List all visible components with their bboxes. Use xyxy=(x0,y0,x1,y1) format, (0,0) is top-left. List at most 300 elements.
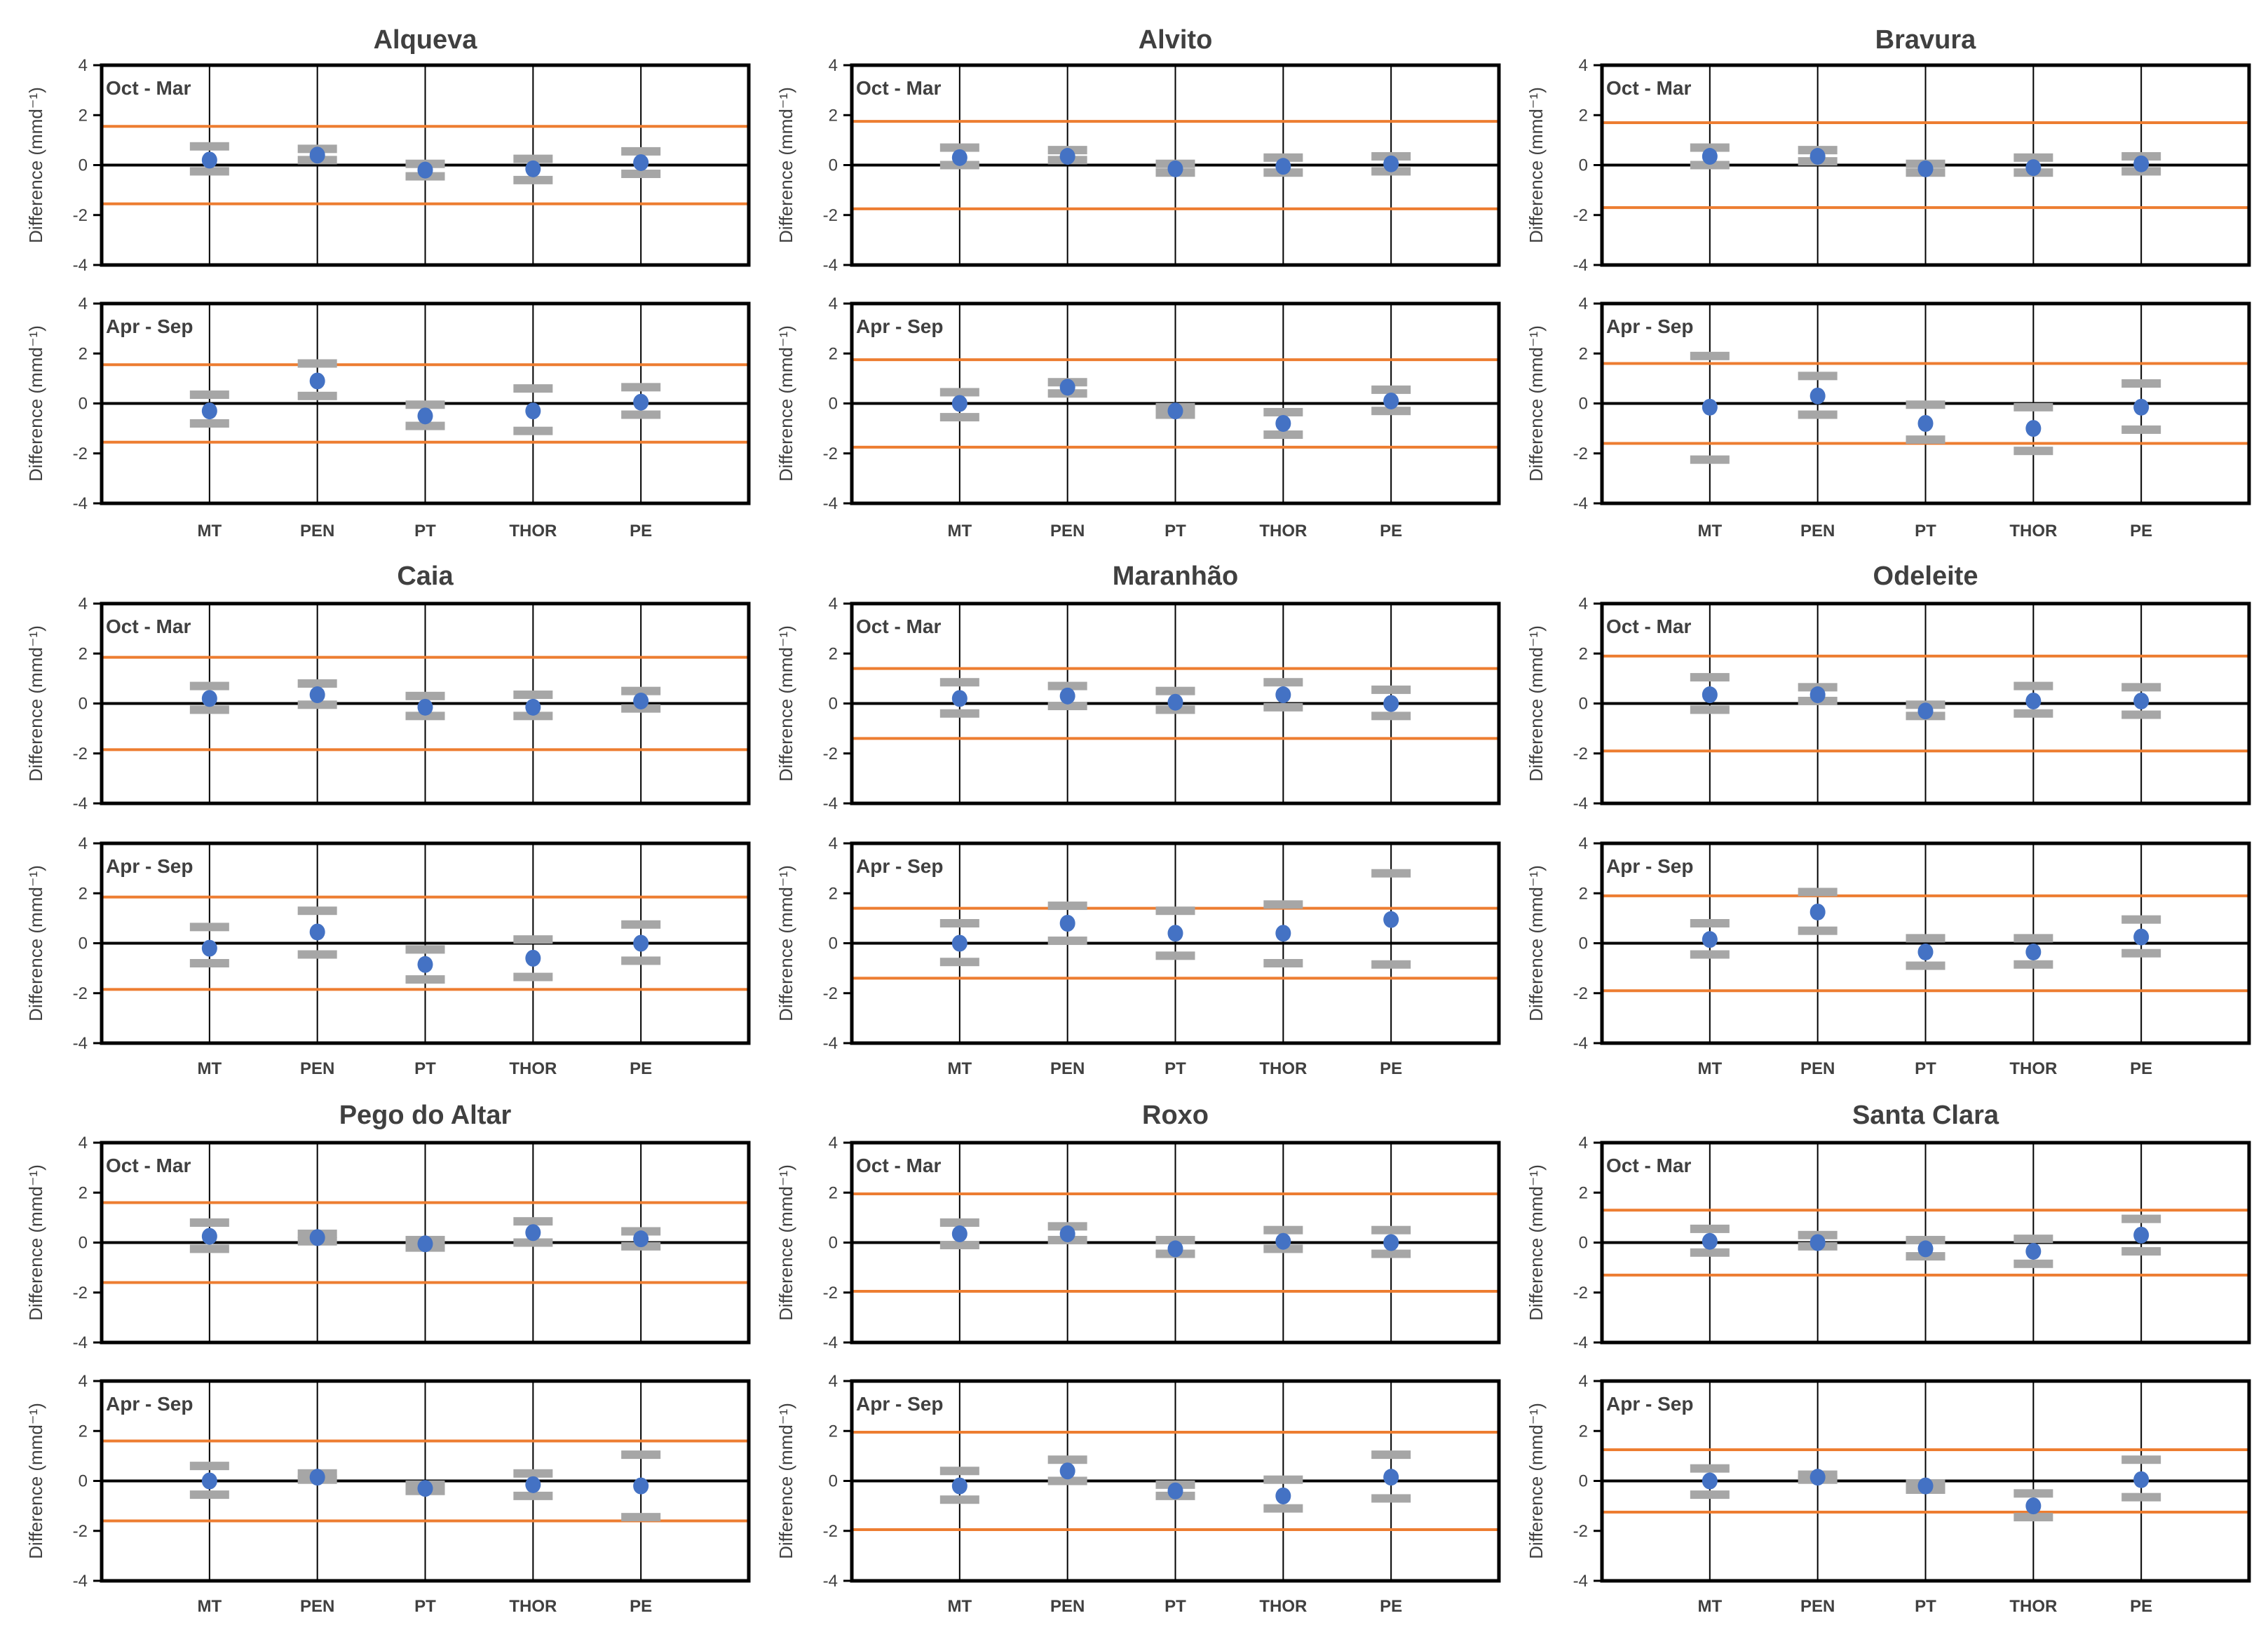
mean-point-mt xyxy=(202,1473,217,1490)
error-bar-lower-cap-pen xyxy=(298,392,337,400)
mean-point-pt xyxy=(1168,1240,1183,1257)
y-tick-label: -4 xyxy=(72,1034,88,1053)
station-chart-santa-clara xyxy=(1526,1101,2249,1616)
error-bar-upper-cap-thor xyxy=(2014,1489,2053,1497)
error-bar-lower-cap-thor xyxy=(1263,703,1303,712)
y-axis-label: Difference (mmd⁻¹) xyxy=(1526,325,1547,482)
mean-point-pe xyxy=(2133,1227,2149,1244)
y-tick-label: -2 xyxy=(1573,205,1588,225)
error-bar-lower-cap-pe xyxy=(2121,1493,2161,1502)
mean-point-thor xyxy=(525,1224,541,1241)
y-tick-label: 4 xyxy=(1578,594,1588,613)
y-tick-label: -2 xyxy=(72,1283,88,1303)
mean-point-thor xyxy=(1275,415,1291,432)
x-category-label: PT xyxy=(1164,1059,1186,1078)
y-tick-label: -2 xyxy=(72,744,88,763)
y-tick-label: 2 xyxy=(78,106,88,125)
x-category-label: PEN xyxy=(299,522,335,540)
y-tick-label: 0 xyxy=(1578,156,1588,175)
error-bar-upper-cap-pe xyxy=(1371,869,1411,878)
y-tick-label: -2 xyxy=(1573,984,1588,1003)
mean-point-pen xyxy=(1810,148,1826,165)
error-bar-lower-cap-mt xyxy=(940,1495,979,1504)
error-bar-lower-cap-pt xyxy=(406,975,445,984)
mean-point-pen xyxy=(1060,688,1075,705)
y-axis-label: Difference (mmd⁻¹) xyxy=(1526,625,1547,782)
x-category-label: PE xyxy=(2130,522,2153,540)
y-tick-label: 4 xyxy=(1578,56,1588,75)
mean-point-pt xyxy=(418,162,433,179)
season-label: Oct - Mar xyxy=(856,77,942,99)
mean-point-mt xyxy=(952,690,967,707)
season-label: Apr - Sep xyxy=(856,315,944,337)
y-tick-label: 4 xyxy=(1578,294,1588,313)
error-bar-upper-cap-mt xyxy=(190,1462,229,1470)
y-axis-label: Difference (mmd⁻¹) xyxy=(1526,1164,1547,1321)
error-bar-upper-cap-pe xyxy=(2121,916,2161,924)
x-category-label: PE xyxy=(2130,1597,2153,1616)
station-chart-odeleite xyxy=(1526,562,2249,1078)
error-bar-lower-cap-pe xyxy=(2121,949,2161,958)
mean-point-pt xyxy=(418,956,433,973)
y-tick-label: -4 xyxy=(1573,256,1588,275)
x-category-label: PT xyxy=(1915,1059,1936,1078)
y-tick-label: 2 xyxy=(78,884,88,904)
y-tick-label: -2 xyxy=(822,984,838,1003)
season-label: Apr - Sep xyxy=(1606,855,1694,877)
error-bar-upper-cap-mt xyxy=(190,390,229,399)
mean-point-pen xyxy=(310,686,325,703)
error-bar-upper-cap-thor xyxy=(513,935,552,944)
y-tick-label: 0 xyxy=(1578,1471,1588,1491)
season-label: Oct - Mar xyxy=(106,77,191,99)
y-axis-label: Difference (mmd⁻¹) xyxy=(1526,865,1547,1021)
mean-point-thor xyxy=(2025,420,2041,437)
y-tick-label: -2 xyxy=(72,205,88,225)
error-bar-lower-cap-thor xyxy=(513,427,552,435)
error-bar-upper-cap-mt xyxy=(190,682,229,691)
y-tick-label: -2 xyxy=(822,205,838,225)
mean-point-mt xyxy=(202,690,217,707)
mean-point-pt xyxy=(418,407,433,424)
error-bar-upper-cap-thor xyxy=(1263,678,1303,686)
y-tick-label: 2 xyxy=(1578,1183,1588,1203)
error-bar-upper-cap-pe xyxy=(621,920,660,929)
y-tick-label: 4 xyxy=(828,594,838,613)
error-bar-upper-cap-thor xyxy=(2014,1235,2053,1243)
y-tick-label: 4 xyxy=(1578,834,1588,853)
error-bar-upper-cap-mt xyxy=(1690,352,1730,360)
error-bar-upper-cap-pt xyxy=(1906,934,1946,942)
error-bar-upper-cap-pe xyxy=(2121,683,2161,691)
mean-point-pt xyxy=(1168,161,1183,177)
mean-point-pe xyxy=(2133,156,2149,172)
mean-point-pe xyxy=(1383,911,1399,928)
mean-point-pe xyxy=(2133,929,2149,946)
y-tick-label: 4 xyxy=(828,56,838,75)
station-title: Maranhão xyxy=(1112,562,1239,591)
y-tick-label: 2 xyxy=(1578,1422,1588,1441)
x-category-label: PEN xyxy=(1800,1597,1835,1616)
error-bar-upper-cap-pt xyxy=(406,945,445,953)
mean-point-pt xyxy=(1918,702,1934,719)
y-tick-label: -4 xyxy=(72,494,88,513)
mean-point-pen xyxy=(310,147,325,163)
season-label: Apr - Sep xyxy=(106,855,193,877)
y-tick-label: 2 xyxy=(828,106,838,125)
x-category-label: THOR xyxy=(2009,1059,2058,1078)
season-label: Apr - Sep xyxy=(106,315,193,337)
x-category-label: PT xyxy=(414,1597,436,1616)
error-bar-upper-cap-mt xyxy=(940,1467,979,1475)
y-tick-label: 2 xyxy=(828,884,838,904)
y-tick-label: -4 xyxy=(822,494,838,513)
y-axis-label: Difference (mmd⁻¹) xyxy=(775,865,796,1021)
x-category-label: PEN xyxy=(1050,522,1085,540)
error-bar-lower-cap-pe xyxy=(621,411,660,419)
error-bar-lower-cap-mt xyxy=(190,1244,229,1253)
mean-point-mt xyxy=(952,1478,967,1495)
mean-point-pt xyxy=(1168,925,1183,941)
y-tick-label: -2 xyxy=(72,444,88,463)
y-tick-label: -2 xyxy=(1573,744,1588,763)
x-category-label: THOR xyxy=(2009,522,2058,540)
mean-point-thor xyxy=(1275,686,1291,703)
mean-point-pen xyxy=(1060,1462,1075,1479)
error-bar-upper-cap-thor xyxy=(2014,682,2053,691)
mean-point-pt xyxy=(418,1480,433,1497)
y-tick-label: -2 xyxy=(822,444,838,463)
error-bar-lower-cap-pt xyxy=(1156,951,1195,960)
x-category-label: PE xyxy=(630,522,653,540)
x-category-label: PEN xyxy=(1800,522,1835,540)
x-category-label: MT xyxy=(947,1059,972,1078)
error-bar-lower-cap-pe xyxy=(2121,711,2161,719)
error-bar-upper-cap-mt xyxy=(1690,1464,1730,1473)
season-label: Oct - Mar xyxy=(106,1155,191,1176)
panel-apr-sep xyxy=(775,1372,1499,1591)
panel-oct-mar xyxy=(775,594,1499,813)
y-tick-label: 2 xyxy=(78,1422,88,1441)
x-category-label: MT xyxy=(1697,522,1723,540)
error-bar-upper-cap-mt xyxy=(940,678,979,686)
error-bar-lower-cap-mt xyxy=(190,959,229,967)
error-bar-lower-cap-thor xyxy=(2014,709,2053,718)
x-category-label: PEN xyxy=(299,1597,335,1616)
error-bar-upper-cap-pen xyxy=(1798,888,1838,896)
season-label: Oct - Mar xyxy=(1606,77,1692,99)
y-tick-label: 2 xyxy=(1578,106,1588,125)
error-bar-lower-cap-pen xyxy=(1798,411,1838,419)
mean-point-pen xyxy=(310,923,325,940)
y-tick-label: 2 xyxy=(78,344,88,364)
y-tick-label: 0 xyxy=(78,1233,88,1253)
y-tick-label: 4 xyxy=(828,1134,838,1152)
panel-oct-mar xyxy=(25,594,749,813)
season-label: Apr - Sep xyxy=(856,1393,944,1415)
mean-point-mt xyxy=(1702,148,1718,165)
mean-point-pen xyxy=(310,1469,325,1485)
y-tick-label: -2 xyxy=(822,1521,838,1541)
station-chart-bravura xyxy=(1526,25,2249,540)
mean-point-thor xyxy=(1275,158,1291,175)
season-label: Apr - Sep xyxy=(106,1393,193,1415)
panel-apr-sep xyxy=(25,834,749,1053)
error-bar-upper-cap-mt xyxy=(190,923,229,931)
y-tick-label: 4 xyxy=(78,834,88,853)
y-tick-label: -4 xyxy=(822,794,838,813)
y-tick-label: -2 xyxy=(822,744,838,763)
mean-point-pt xyxy=(1918,161,1934,177)
error-bar-lower-cap-thor xyxy=(1263,959,1303,967)
y-tick-label: -2 xyxy=(822,1283,838,1303)
x-category-label: PE xyxy=(1380,1597,1403,1616)
x-category-label: PE xyxy=(1380,522,1403,540)
y-tick-label: 4 xyxy=(78,1372,88,1391)
y-axis-label: Difference (mmd⁻¹) xyxy=(25,865,46,1021)
x-category-label: PT xyxy=(414,1059,436,1078)
mean-point-pen xyxy=(1060,148,1075,165)
y-tick-label: 4 xyxy=(1578,1372,1588,1391)
panel-apr-sep xyxy=(25,294,749,513)
mean-point-mt xyxy=(202,1228,217,1245)
error-bar-upper-cap-thor xyxy=(2014,934,2053,942)
x-category-label: PT xyxy=(414,522,436,540)
station-chart-roxo xyxy=(775,1101,1499,1616)
error-bar-upper-cap-thor xyxy=(2014,403,2053,412)
error-bar-upper-cap-pt xyxy=(1906,400,1946,409)
y-tick-label: 0 xyxy=(828,934,838,953)
y-tick-label: 0 xyxy=(1578,934,1588,953)
mean-point-pt xyxy=(1168,694,1183,711)
y-tick-label: 0 xyxy=(828,394,838,414)
mean-point-mt xyxy=(1702,686,1718,703)
panel-apr-sep xyxy=(775,294,1499,513)
season-label: Apr - Sep xyxy=(1606,315,1694,337)
error-bar-lower-cap-mt xyxy=(940,958,979,966)
season-label: Oct - Mar xyxy=(106,616,191,637)
x-category-label: PT xyxy=(1915,522,1936,540)
mean-point-mt xyxy=(952,1225,967,1242)
mean-point-thor xyxy=(525,161,541,177)
season-label: Oct - Mar xyxy=(1606,1155,1692,1176)
y-tick-label: -4 xyxy=(72,256,88,275)
error-bar-upper-cap-pen xyxy=(1798,372,1838,380)
x-category-label: PE xyxy=(630,1059,653,1078)
x-category-label: MT xyxy=(197,522,222,540)
mean-point-mt xyxy=(202,940,217,957)
y-axis-label: Difference (mmd⁻¹) xyxy=(775,1164,796,1321)
x-category-label: PT xyxy=(1164,522,1186,540)
y-tick-label: 0 xyxy=(1578,1233,1588,1253)
error-bar-upper-cap-pen xyxy=(1048,902,1087,910)
panel-oct-mar xyxy=(1526,1134,2249,1352)
y-tick-label: 4 xyxy=(78,56,88,75)
error-bar-upper-cap-pen xyxy=(298,360,337,368)
mean-point-pt xyxy=(418,1235,433,1252)
mean-point-pen xyxy=(1810,904,1826,920)
y-axis-label: Difference (mmd⁻¹) xyxy=(775,625,796,782)
panel-oct-mar xyxy=(1526,594,2249,813)
error-bar-lower-cap-mt xyxy=(1690,1490,1730,1499)
mean-point-pt xyxy=(1918,1478,1934,1495)
mean-point-mt xyxy=(1702,1473,1718,1490)
mean-point-mt xyxy=(1702,1233,1718,1250)
y-tick-label: 4 xyxy=(78,1134,88,1152)
mean-point-pe xyxy=(633,154,649,171)
y-tick-label: 4 xyxy=(78,594,88,613)
y-tick-label: 2 xyxy=(1578,884,1588,904)
error-bar-lower-cap-pen xyxy=(1048,937,1087,945)
error-bar-upper-cap-pe xyxy=(2121,1455,2161,1464)
y-tick-label: -2 xyxy=(1573,444,1588,463)
panel-oct-mar xyxy=(775,1134,1499,1352)
mean-point-pe xyxy=(633,935,649,952)
y-tick-label: 0 xyxy=(828,156,838,175)
mean-point-thor xyxy=(525,950,541,967)
panel-oct-mar xyxy=(25,1134,749,1352)
mean-point-pe xyxy=(1383,1235,1399,1251)
x-category-label: PEN xyxy=(1050,1597,1085,1616)
panel-apr-sep xyxy=(25,1372,749,1591)
mean-point-thor xyxy=(525,402,541,419)
error-bar-lower-cap-pe xyxy=(621,1513,660,1521)
mean-point-pt xyxy=(1168,1483,1183,1500)
x-category-label: THOR xyxy=(1259,1059,1308,1078)
season-label: Oct - Mar xyxy=(1606,616,1692,637)
y-axis-label: Difference (mmd⁻¹) xyxy=(1526,87,1547,243)
mean-point-pe xyxy=(1383,393,1399,409)
mean-point-pe xyxy=(633,394,649,411)
x-category-label: MT xyxy=(1697,1597,1723,1616)
x-category-label: PEN xyxy=(1050,1059,1085,1078)
mean-point-mt xyxy=(202,151,217,168)
mean-point-thor xyxy=(525,699,541,716)
y-tick-label: 2 xyxy=(78,1183,88,1203)
mean-point-pe xyxy=(2133,399,2149,416)
y-axis-label: Difference (mmd⁻¹) xyxy=(1526,1403,1547,1559)
station-chart-alqueva xyxy=(25,25,749,540)
mean-point-mt xyxy=(1702,931,1718,948)
station-title: Odeleite xyxy=(1873,562,1978,591)
x-category-label: PT xyxy=(1915,1597,1936,1616)
error-bar-lower-cap-pe xyxy=(1371,960,1411,969)
x-category-label: PE xyxy=(630,1597,653,1616)
mean-point-pen xyxy=(310,372,325,389)
mean-point-thor xyxy=(1275,1488,1291,1504)
panel-apr-sep xyxy=(1526,834,2249,1053)
mean-point-pen xyxy=(310,1229,325,1246)
station-title: Alqueva xyxy=(373,25,477,55)
mean-point-pt xyxy=(418,699,433,716)
y-axis-label: Difference (mmd⁻¹) xyxy=(25,325,46,482)
mean-point-pe xyxy=(1383,1469,1399,1485)
station-title: Roxo xyxy=(1142,1101,1209,1130)
mean-point-pe xyxy=(1383,156,1399,172)
mean-point-thor xyxy=(1275,925,1291,941)
mean-point-pen xyxy=(1060,915,1075,932)
x-category-label: THOR xyxy=(1259,1597,1308,1616)
y-tick-label: 2 xyxy=(78,644,88,664)
error-bar-lower-cap-thor xyxy=(2014,447,2053,455)
mean-point-mt xyxy=(202,402,217,419)
y-tick-label: -4 xyxy=(1573,794,1588,813)
x-category-label: MT xyxy=(197,1597,222,1616)
error-bar-upper-cap-pe xyxy=(621,1450,660,1459)
mean-point-pen xyxy=(1810,388,1826,404)
panel-oct-mar xyxy=(775,56,1499,275)
error-bar-lower-cap-pe xyxy=(1371,1494,1411,1502)
mean-point-pt xyxy=(1168,402,1183,419)
y-tick-label: 2 xyxy=(1578,644,1588,664)
y-tick-label: 2 xyxy=(828,344,838,364)
x-category-label: PE xyxy=(2130,1059,2153,1078)
y-tick-label: -4 xyxy=(72,1333,88,1352)
y-tick-label: -4 xyxy=(72,794,88,813)
y-axis-label: Difference (mmd⁻¹) xyxy=(775,1403,796,1559)
x-category-label: THOR xyxy=(509,1597,557,1616)
y-tick-label: 0 xyxy=(78,156,88,175)
y-tick-label: 0 xyxy=(828,1471,838,1491)
error-bar-lower-cap-thor xyxy=(513,973,552,981)
mean-point-mt xyxy=(952,395,967,412)
mean-point-pe xyxy=(633,1230,649,1247)
y-tick-label: 4 xyxy=(78,294,88,313)
error-bar-upper-cap-mt xyxy=(1690,673,1730,681)
y-axis-label: Difference (mmd⁻¹) xyxy=(25,1164,46,1321)
y-tick-label: 2 xyxy=(828,1422,838,1441)
error-bar-lower-cap-thor xyxy=(1263,1504,1303,1513)
x-category-label: MT xyxy=(1697,1059,1723,1078)
mean-point-pt xyxy=(1918,944,1934,960)
error-bar-lower-cap-pen xyxy=(1798,927,1838,935)
y-tick-label: -2 xyxy=(72,984,88,1003)
mean-point-thor xyxy=(2025,1243,2041,1260)
y-tick-label: 4 xyxy=(828,834,838,853)
x-category-label: MT xyxy=(947,522,972,540)
y-tick-label: 4 xyxy=(1578,1134,1588,1152)
y-tick-label: 0 xyxy=(78,394,88,414)
y-tick-label: 0 xyxy=(78,694,88,714)
y-tick-label: 0 xyxy=(1578,694,1588,714)
mean-point-thor xyxy=(2025,1497,2041,1514)
error-bar-upper-cap-pt xyxy=(1156,906,1195,915)
error-bar-lower-cap-mt xyxy=(1690,456,1730,464)
y-tick-label: 2 xyxy=(828,1183,838,1203)
station-title: Alvito xyxy=(1138,25,1213,55)
y-tick-label: -4 xyxy=(1573,1333,1588,1352)
mean-point-pe xyxy=(1383,695,1399,712)
station-title: Caia xyxy=(397,562,454,591)
season-label: Oct - Mar xyxy=(856,616,942,637)
mean-point-pe xyxy=(633,1478,649,1495)
panel-apr-sep xyxy=(1526,1372,2249,1591)
y-axis-label: Difference (mmd⁻¹) xyxy=(775,87,796,243)
x-category-label: THOR xyxy=(1259,522,1308,540)
mean-point-mt xyxy=(952,149,967,166)
y-tick-label: 0 xyxy=(78,934,88,953)
y-tick-label: 4 xyxy=(828,294,838,313)
error-bar-upper-cap-mt xyxy=(190,142,229,151)
error-bar-upper-cap-thor xyxy=(1263,1476,1303,1484)
error-bar-upper-cap-pen xyxy=(298,906,337,915)
station-chart-maranhão xyxy=(775,562,1499,1078)
error-bar-lower-cap-pe xyxy=(1371,712,1411,720)
mean-point-thor xyxy=(525,1476,541,1493)
x-category-label: THOR xyxy=(509,1059,557,1078)
panel-apr-sep xyxy=(775,834,1499,1053)
station-title: Santa Clara xyxy=(1852,1101,1999,1130)
